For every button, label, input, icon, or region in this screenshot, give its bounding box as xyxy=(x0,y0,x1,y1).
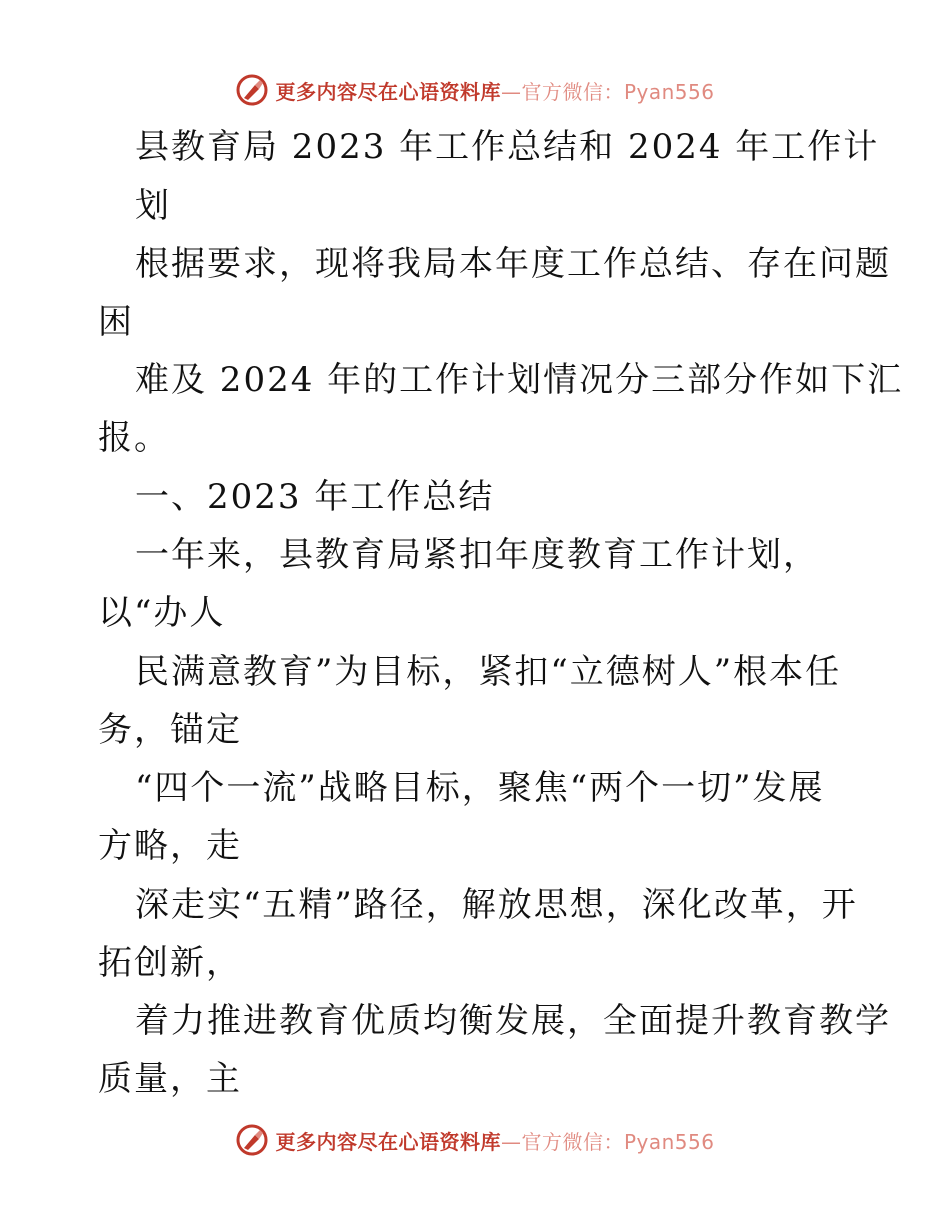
doc-line: 难及 2024 年的工作计划情况分三部分作如下汇 xyxy=(135,360,904,400)
doc-section-heading: 一、2023 年工作总结 xyxy=(135,477,495,517)
watermark-main-text: 更多内容尽在心语资料库 xyxy=(275,79,501,104)
doc-line: 民满意教育”为目标，紧扣“立德树人”根本任 xyxy=(135,652,842,692)
watermark-footer xyxy=(0,1120,950,1160)
doc-line: 深走实“五精”路径，解放思想，深化改革，开 xyxy=(135,885,858,925)
doc-line: 以“办人 xyxy=(98,593,226,633)
doc-line: 务，锚定 xyxy=(98,710,242,750)
doc-line: 一年来，县教育局紧扣年度教育工作计划， xyxy=(135,535,819,575)
watermark-sub-text: —官方微信：Pyan556 xyxy=(500,79,715,104)
pen-nib-icon xyxy=(235,73,269,107)
watermark-sub-text: —官方微信：Pyan556 xyxy=(500,1129,715,1154)
pen-nib-icon xyxy=(235,1123,269,1157)
doc-line: “四个一流”战略目标，聚焦“两个一切”发展 xyxy=(135,768,825,808)
doc-line: 困 xyxy=(98,302,134,342)
doc-line: 根据要求，现将我局本年度工作总结、存在问题 xyxy=(135,244,891,284)
doc-line: 方略，走 xyxy=(98,826,242,866)
doc-title-line-2: 划 xyxy=(135,186,171,226)
watermark-header xyxy=(0,70,950,110)
watermark-main-text: 更多内容尽在心语资料库 xyxy=(275,1129,501,1154)
doc-title-line-1: 县教育局 2023 年工作总结和 2024 年工作计 xyxy=(135,127,880,167)
doc-line: 质量，主 xyxy=(98,1059,242,1099)
doc-line: 着力推进教育优质均衡发展，全面提升教育教学 xyxy=(135,1001,891,1041)
doc-line: 报。 xyxy=(98,418,170,458)
doc-line: 拓创新， xyxy=(98,943,242,983)
